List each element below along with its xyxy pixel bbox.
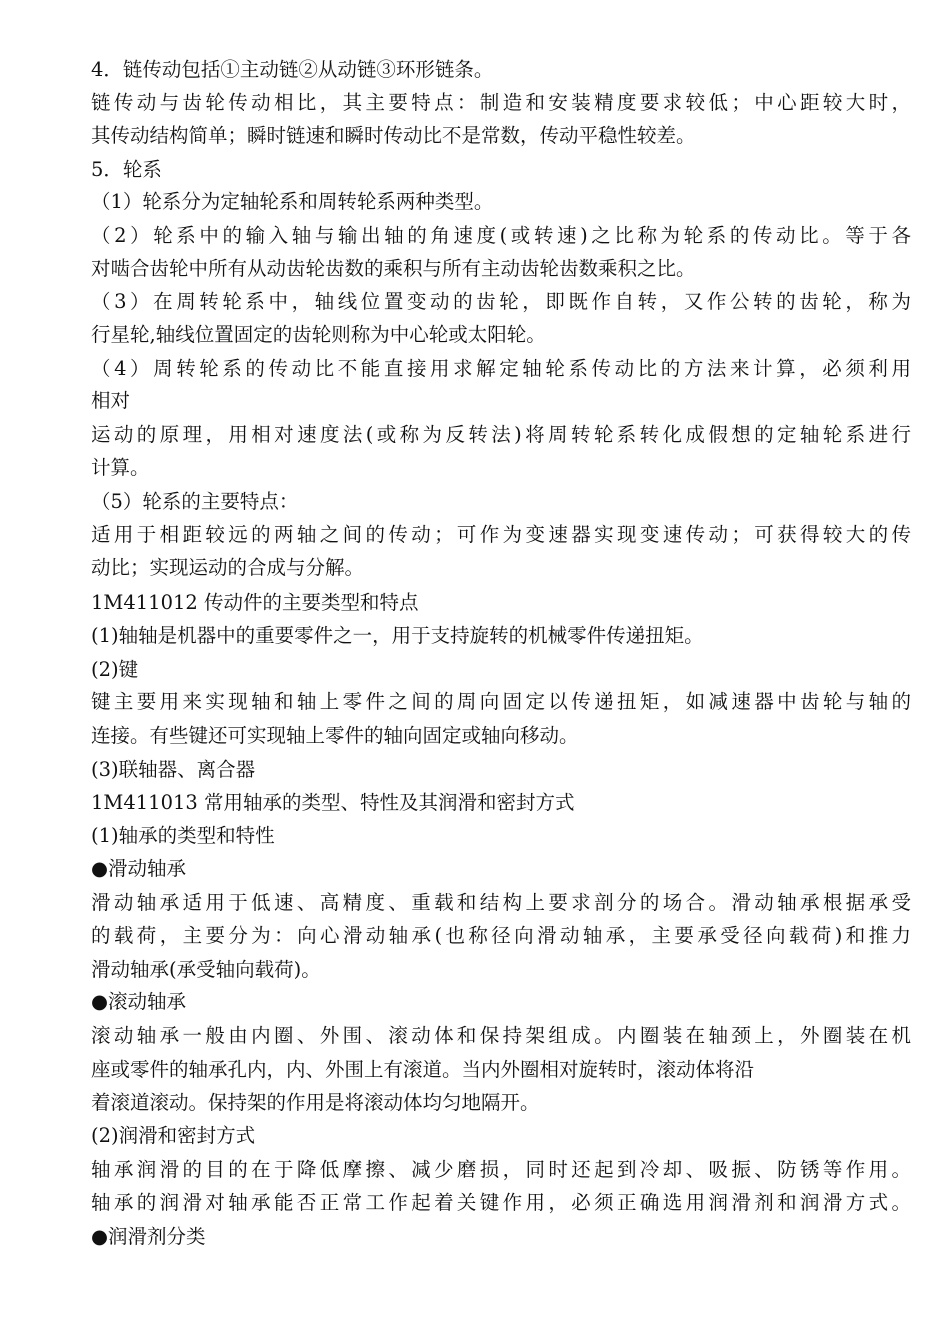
text-line: 1M411012 传动件的主要类型和特点 <box>91 591 419 614</box>
text-line: 适用于相距较远的两轴之间的传动；可作为变速器实现变速传动；可获得较大的传 <box>91 523 911 546</box>
text-line: 计算。 <box>91 456 150 479</box>
text-line: 运动的原理，用相对速度法(或称为反转法)将周转轮系转化成假想的定轴轮系进行 <box>91 423 911 446</box>
text-line: 对啮合齿轮中所有从动齿轮齿数的乘积与所有主动齿轮齿数乘积之比。 <box>91 257 696 280</box>
text-line: 着滚道滚动。保持架的作用是将滚动体均匀地隔开。 <box>91 1091 540 1114</box>
text-line: (3)联轴器、离合器 <box>91 758 256 781</box>
text-line: （4）周转轮系的传动比不能直接用求解定轴轮系传动比的方法来计算，必须利用 <box>91 357 911 380</box>
text-line: 5．轮系 <box>91 158 162 181</box>
text-line: (1)轴轴是机器中的重要零件之一，用于支持旋转的机械零件传递扭矩。 <box>91 624 704 647</box>
text-line: 行星轮,轴线位置固定的齿轮则称为中心轮或太阳轮。 <box>91 323 546 346</box>
text-line: （5）轮系的主要特点： <box>91 490 299 513</box>
text-line: 动比；实现运动的合成与分解。 <box>91 556 365 579</box>
text-line: 其传动结构简单；瞬时链速和瞬时传动比不是常数，传动平稳性较差。 <box>91 124 696 147</box>
text-line: （3）在周转轮系中，轴线位置变动的齿轮，即既作自转，又作公转的齿轮，称为 <box>91 290 911 313</box>
text-line: ●滑动轴承 <box>91 857 187 880</box>
text-line: 相对 <box>91 389 131 412</box>
text-line: 的载荷，主要分为：向心滑动轴承(也称径向滑动轴承，主要承受径向载荷)和推力 <box>91 924 911 947</box>
text-line: 轴承润滑的目的在于降低摩擦、减少磨损，同时还起到冷却、吸振、防锈等作用。 <box>91 1158 911 1181</box>
text-line: 轴承的润滑对轴承能否正常工作起着关键作用，必须正确选用润滑剂和润滑方式。 <box>91 1191 911 1214</box>
text-line: 连接。有些键还可实现轴上零件的轴向固定或轴向移动。 <box>91 724 579 747</box>
text-line: ●滚动轴承 <box>91 990 187 1013</box>
text-line: （2）轮系中的输入轴与输出轴的角速度(或转速)之比称为轮系的传动比。等于各 <box>91 224 911 247</box>
text-line: 滑动轴承(承受轴向载荷)。 <box>91 958 321 981</box>
text-line: 1M411013 常用轴承的类型、特性及其润滑和密封方式 <box>91 791 575 814</box>
text-line: 链传动与齿轮传动相比，其主要特点：制造和安装精度要求较低；中心距较大时， <box>91 91 911 114</box>
text-line: （1）轮系分为定轴轮系和周转轮系两种类型。 <box>91 190 494 213</box>
text-line: 4．链传动包括①主动链②从动链③环形链条。 <box>91 58 494 81</box>
text-line: 滑动轴承适用于低速、高精度、重载和结构上要求剖分的场合。滑动轴承根据承受 <box>91 891 911 914</box>
text-line: 滚动轴承一般由内圈、外围、滚动体和保持架组成。内圈装在轴颈上，外圈装在机 <box>91 1024 911 1047</box>
text-line: 座或零件的轴承孔内，内、外围上有滚道。当内外圈相对旋转时，滚动体将沿 <box>91 1058 755 1081</box>
text-line: (2)键 <box>91 658 139 681</box>
text-line: (1)轴承的类型和特性 <box>91 824 275 847</box>
text-line: 键主要用来实现轴和轴上零件之间的周向固定以传递扭矩，如减速器中齿轮与轴的 <box>91 690 911 713</box>
text-line: ●润滑剂分类 <box>91 1225 206 1248</box>
text-line: (2)润滑和密封方式 <box>91 1124 256 1147</box>
